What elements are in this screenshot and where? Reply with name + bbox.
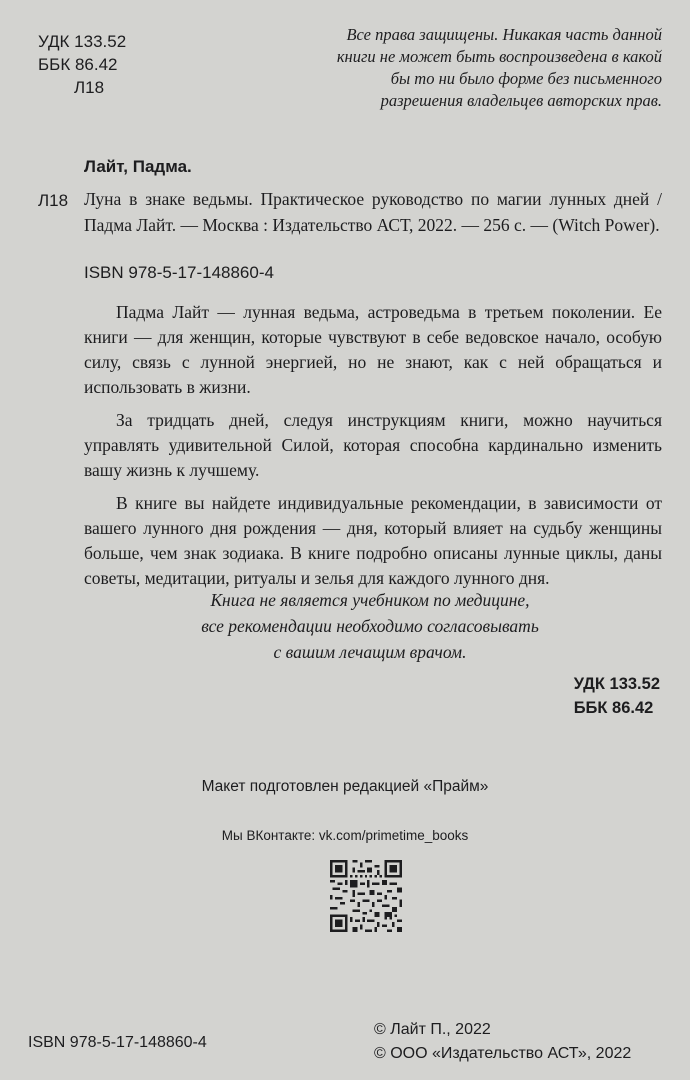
medical-note-line: все рекомендации необходимо согласовывать [201, 616, 539, 636]
bbk-code: ББК 86.42 [38, 55, 118, 74]
bbk-code: ББК 86.42 [573, 699, 654, 717]
prepared-by: Макет подготовлен редакцией «Прайм» [201, 778, 489, 795]
copyright-line: © ООО «Издательство АСТ», 2022 [374, 1045, 632, 1062]
classification-codes-bottom [574, 672, 660, 720]
rights-notice [262, 24, 662, 112]
classification-codes-top [38, 30, 126, 99]
udk-code: УДК 133.52 [38, 32, 127, 51]
medical-note-line: с вашим лечащим врачом. [273, 642, 467, 662]
annotation-paragraph: Падма Лайт — лунная ведьма, астроведьма в третьем поколении. Ее книги — для женщин, которые чувствуют в себе ведовское начало, особую силу, связь с лунной энергией, но не знают, как с ней обращаться и использовать в жизни. [84, 302, 662, 397]
rights-line: бы то ни было форме без письменного [390, 69, 662, 88]
bibliographic-entry: Луна в знаке ведьмы. Практическое руководство по магии лунных дней / Падма Лайт. — Москва : Издательство АСТ, 2022. — 256 с. — (Witch Power). [84, 189, 662, 235]
udk-code: УДК 133.52 [573, 675, 660, 693]
annotation-paragraph: В книге вы найдете индивидуальные рекомендации, в зависимости от вашего лунного дня рождения — дня, который влияет на судьбу женщины больше, чем знак зодиака. В книге подробно описаны лунные циклы, даны советы, медитации, ритуалы и зелья для каждого лунного дня. [84, 493, 662, 588]
author-heading: Лайт, Падма. [84, 157, 192, 176]
vk-line: Мы ВКонтакте: vk.com/primetime_books [221, 828, 469, 843]
copyright-line: © Лайт П., 2022 [374, 1021, 491, 1038]
copyright-block [374, 1018, 631, 1066]
qr-code-icon [330, 860, 402, 932]
annotation [84, 300, 662, 599]
author-mark: Л18 [74, 78, 105, 97]
annotation-paragraph: За тридцать дней, следуя инструкциям книги, можно научиться управлять удивительной Силой, которая способна кардинально изменить вашу жизнь к лучшему. [84, 410, 662, 480]
rights-line: разрешения владельцев авторских прав. [380, 91, 662, 110]
medical-note-line: Книга не является учебником по медицине, [210, 590, 530, 610]
rights-line: Все права защищены. Никакая часть данной [346, 25, 662, 44]
isbn-main: ISBN 978-5-17-148860-4 [84, 263, 274, 282]
isbn-bottom: ISBN 978-5-17-148860-4 [28, 1034, 207, 1051]
author-mark-left: Л18 [38, 191, 69, 210]
medical-note [150, 587, 590, 665]
rights-line: книги не может быть воспроизведена в какой [336, 47, 662, 66]
